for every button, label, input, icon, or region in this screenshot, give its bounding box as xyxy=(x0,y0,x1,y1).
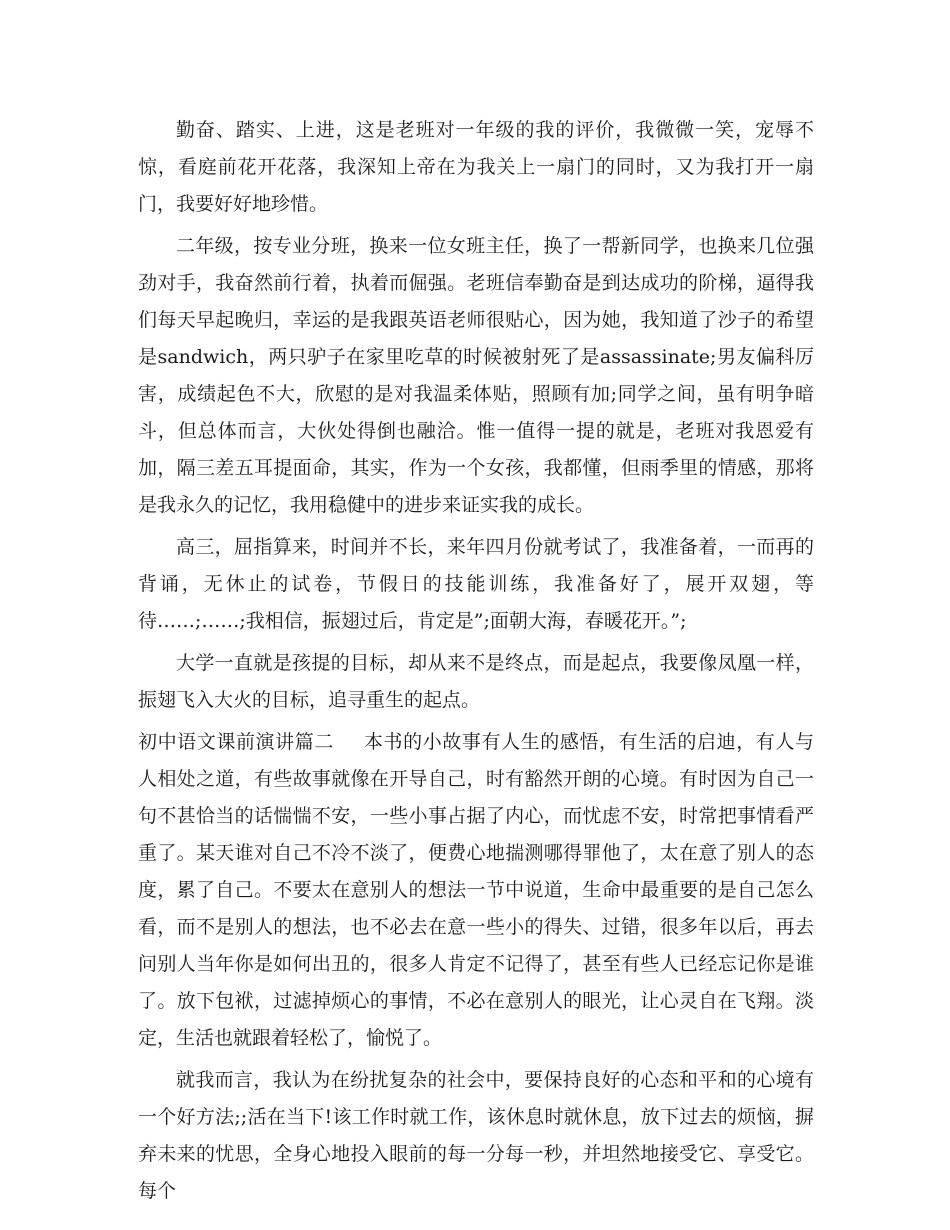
paragraph-2: 二年级，按专业分班，换来一位女班主任，换了一帮新同学，也换来几位强劲对手，我奋然前行着，执着而倔强。老班信奉勤奋是到达成功的阶梯，逼得我们每天早起晚归，幸运的是我跟英语老师很贴心，因为她，我知道了沙子的希望是sandwich，两只驴子在家里吃草的时候被射死了是assassinate;男友偏科厉害，成绩起色不大，欣慰的是对我温柔体贴，照顾有加;同学之间，虽有明争暗斗，但总体而言，大伙处得倒也融洽。惟一值得一提的就是，老班对我恩爱有加，隔三差五耳提面命，其实，作为一个女孩，我都懂，但雨季里的情感，那将是我永久的记忆，我用稳健中的进步来证实我的成长。 xyxy=(138,235,814,516)
paragraph-3: 高三，屈指算来，时间并不长，来年四月份就考试了，我准备着，一而再的背诵，无休止的试卷，节假日的技能训练，我准备好了，展开双翅，等待……;……;我相信，振翅过后，肯定是”;面朝大海，春暖花开。”; xyxy=(138,536,814,632)
paragraph-last: 就我而言，我认为在纷扰复杂的社会中，要保持良好的心态和平和的心境有一个好方法;;活在当下!该工作时就工作，该休息时就休息，放下过去的烦恼，摒弃未来的忧思，全身心地投入眼前的每一分每一秒，并坦然地接受它、享受它。每个 xyxy=(138,1069,814,1202)
paragraph-4: 大学一直就是孩提的目标，却从来不是终点，而是起点，我要像凤凰一样，振翅飞入大火的目标，追寻重生的起点。 xyxy=(138,652,814,711)
document-body xyxy=(138,112,814,1215)
section-paragraph xyxy=(138,724,814,1057)
section-first-paragraph-text: 本书的小故事有人生的感悟，有生活的启迪，有人与人相处之道，有些故事就像在开导自己，时有豁然开朗的心境。有时因为自己一句不甚恰当的话惴惴不安，一些小事占据了内心，而忧虑不安，时常把事情看严重了。某天谁对自己不冷不淡了，便费心地揣测哪得罪他了，太在意了别人的态度，累了自己。不要太在意别人的想法一节中说道，生命中最重要的是自己怎么看，而不是别人的想法，也不必去在意一些小的得失、过错，很多年以后，再去问别人当年你是如何出丑的，很多人肯定不记得了，甚至有些人已经忘记你是谁了。放下包袱，过滤掉烦心的事情，不必在意别人的眼光，让心灵自在飞翔。淡定，生活也就跟着轻松了，愉悦了。 xyxy=(138,731,814,1049)
paragraph-1: 勤奋、踏实、上进，这是老班对一年级的我的评价，我微微一笑，宠辱不惊，看庭前花开花落，我深知上帝在为我关上一扇门的同时，又为我打开一扇门，我要好好地珍惜。 xyxy=(138,119,814,215)
section-heading: 初中语文课前演讲篇二 xyxy=(138,731,334,753)
